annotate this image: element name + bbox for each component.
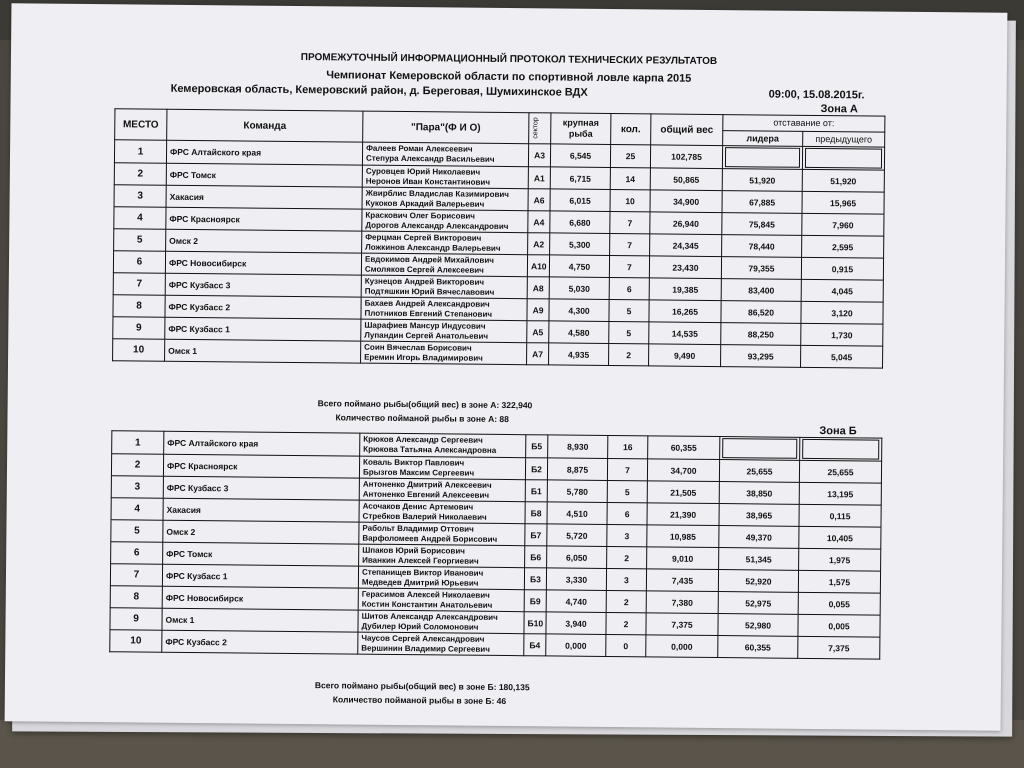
weight-cell: 0,000 — [646, 635, 718, 658]
leader-gap-cell — [722, 146, 802, 170]
big-fish-cell: 5,720 — [547, 524, 607, 547]
big-fish-cell: 0,000 — [546, 634, 606, 657]
pair-member-2: Медведев Дмитрий Юрьевич — [361, 577, 479, 588]
weight-cell: 34,700 — [647, 459, 719, 482]
place-cell: 5 — [114, 229, 166, 251]
zone-b-total-weight: Всего поймано рыбы(общий вес) в зоне Б: 180,135 — [314, 680, 530, 693]
pair-member-1: Рабольт Владимир Оттович — [362, 523, 474, 534]
pair-member-2: Варфоломеев Андрей Борисович — [362, 533, 498, 544]
previous-gap-cell: 7,375 — [798, 636, 880, 659]
big-fish-cell: 3,940 — [546, 612, 606, 635]
big-fish-cell: 4,750 — [549, 255, 609, 278]
pair-member-1: Соин Вячеслав Борисович — [364, 342, 472, 353]
team-cell: ФРС Алтайского края — [164, 431, 360, 456]
pair-cell — [359, 478, 525, 502]
place-cell: 9 — [110, 608, 162, 630]
weight-cell: 14,535 — [649, 322, 721, 345]
previous-gap-cell: 10,405 — [799, 526, 881, 549]
sector-cell: А8 — [527, 277, 549, 299]
count-cell: 5 — [609, 299, 649, 321]
protocol-title: ПРОМЕЖУТОЧНЫЙ ИНФОРМАЦИОННЫЙ ПРОТОКОЛ ТЕХНИЧЕСКИХ РЕЗУЛЬТАТОВ — [300, 52, 718, 68]
count-cell: 3 — [607, 524, 647, 546]
col-weight-header: общий вес — [651, 114, 723, 146]
weight-cell: 26,940 — [650, 212, 722, 235]
weight-cell: 7,375 — [646, 613, 718, 636]
count-cell: 2 — [609, 343, 649, 365]
big-fish-cell: 6,545 — [550, 144, 610, 168]
sector-cell: Б1 — [525, 480, 547, 502]
count-cell: 5 — [607, 480, 647, 502]
pair-member-2: Еремин Игорь Владимирович — [364, 352, 483, 363]
pair-member-1: Антоненко Дмитрий Алексеевич — [362, 479, 492, 490]
previous-gap-cell: 13,195 — [799, 482, 881, 505]
zone-b-total-count: Количество пойманой рыбы в зоне Б: 46 — [332, 694, 507, 707]
leader-gap-cell: 52,980 — [718, 614, 798, 637]
count-cell: 7 — [609, 255, 649, 277]
pair-member-1: Бахаев Андрей Александрович — [364, 298, 490, 309]
pair-cell — [358, 588, 524, 612]
place-cell: 2 — [114, 163, 166, 185]
leader-gap-cell: 78,440 — [722, 235, 802, 258]
team-cell: ФРС Кузбасс 1 — [165, 317, 361, 341]
pair-member-2: Кукоков Аркадий Валерьевич — [365, 198, 485, 209]
col-team-header: Команда — [167, 109, 363, 142]
weight-cell: 19,385 — [649, 278, 721, 301]
leader-gap-cell: 49,370 — [719, 526, 799, 549]
team-cell: ФРС Томск — [163, 542, 359, 566]
big-fish-cell: 6,050 — [547, 546, 607, 569]
sector-cell: А10 — [527, 255, 549, 277]
count-cell: 3 — [606, 568, 646, 590]
pair-member-2: Крюкова Татьяна Александровна — [363, 444, 497, 455]
team-cell: Омск 1 — [165, 339, 361, 363]
team-cell: ФРС Кузбасс 1 — [162, 564, 358, 588]
team-cell: ФРС Новосибирск — [165, 251, 361, 275]
team-cell: ФРС Кузбасс 3 — [165, 273, 361, 297]
count-cell: 0 — [606, 634, 646, 656]
team-cell: ФРС Красноярск — [163, 454, 359, 478]
pair-member-1: Степанищев Виктор Иванович — [361, 567, 484, 578]
big-fish-cell: 8,875 — [547, 458, 607, 481]
count-cell: 10 — [610, 189, 650, 211]
championship-title: Чемпионат Кемеровской области по спортивной ловле карпа 2015 — [326, 69, 692, 85]
big-fish-cell: 4,935 — [549, 343, 609, 366]
big-fish-cell: 5,030 — [549, 277, 609, 300]
weight-cell: 23,430 — [649, 256, 721, 279]
pair-member-2: Степура Александр Васильевич — [365, 153, 495, 164]
team-cell: Омск 1 — [162, 608, 358, 632]
col-behind-header: отставание от: — [723, 115, 885, 132]
pair-member-2: Иванкин Алексей Георгиевич — [362, 555, 479, 566]
previous-gap-cell: 0,915 — [801, 257, 883, 280]
leader-gap-cell: 51,920 — [722, 169, 802, 192]
pair-member-1: Асочаков Денис Артемович — [362, 501, 474, 512]
zone-a-total-count: Количество пойманой рыбы в зоне А: 88 — [335, 412, 509, 425]
pair-member-1: Жвирблис Владислав Казимирович — [365, 188, 510, 199]
sector-cell: А2 — [528, 233, 550, 255]
col-sector-header: сектор — [529, 113, 551, 144]
leader-gap-cell — [720, 437, 800, 461]
sector-cell: Б2 — [525, 458, 547, 480]
pair-member-1: Шарафиев Мансур Индусович — [364, 320, 486, 331]
pair-cell — [362, 165, 528, 189]
count-cell: 25 — [610, 144, 650, 167]
count-cell: 2 — [607, 546, 647, 568]
pair-member-2: Лупандин Сергей Анатольевич — [364, 330, 489, 341]
col-place-header: МЕСТО — [115, 109, 167, 140]
pair-member-1: Кузнецов Андрей Викторович — [364, 276, 485, 287]
leader-gap-cell: 75,845 — [722, 213, 802, 236]
leader-gap-cell: 88,250 — [721, 323, 801, 346]
sector-cell: Б7 — [525, 524, 547, 546]
previous-gap-cell: 4,045 — [801, 279, 883, 302]
big-fish-cell: 4,580 — [549, 321, 609, 344]
sector-cell: Б3 — [524, 568, 546, 590]
previous-gap-cell: 15,965 — [802, 191, 884, 214]
leader-gap-cell: 38,850 — [719, 482, 799, 505]
pair-member-2: Дорогов Александр Александрович — [365, 220, 509, 231]
sector-cell: Б10 — [524, 612, 546, 634]
location-text: Кемеровская область, Кемеровский район, д. Береговая, Шумихинское ВДХ — [170, 82, 588, 99]
count-cell: 5 — [609, 321, 649, 343]
leader-gap-cell: 52,920 — [718, 570, 798, 593]
weight-cell: 21,390 — [647, 503, 719, 526]
weight-cell: 7,380 — [646, 591, 718, 614]
sector-cell: Б5 — [526, 435, 548, 458]
sector-cell: А3 — [528, 144, 550, 167]
leader-gap-cell: 38,965 — [719, 504, 799, 527]
big-fish-cell: 5,780 — [547, 480, 607, 503]
weight-cell: 10,985 — [647, 525, 719, 548]
pair-member-1: Крюков Александр Сергеевич — [363, 434, 483, 445]
leader-gap-cell: 51,345 — [719, 548, 799, 571]
leader-gap-cell: 25,655 — [719, 460, 799, 483]
weight-cell: 24,345 — [650, 234, 722, 257]
team-cell: ФРС Новосибирск — [162, 586, 358, 610]
pair-member-2: Ложкинов Александр Валерьевич — [365, 242, 501, 253]
pair-cell — [359, 500, 525, 524]
place-cell: 4 — [111, 498, 163, 520]
weight-cell: 102,785 — [650, 145, 722, 169]
count-cell: 6 — [607, 502, 647, 524]
team-cell: Омск 2 — [163, 520, 359, 544]
place-cell: 10 — [110, 630, 162, 652]
place-cell: 8 — [113, 295, 165, 317]
empty-box — [725, 147, 800, 168]
col-count-header: кол. — [611, 113, 651, 144]
pair-member-2: Стребков Валерий Николаевич — [362, 511, 487, 522]
weight-cell: 21,505 — [647, 481, 719, 504]
big-fish-cell: 4,510 — [547, 502, 607, 525]
leader-gap-cell: 83,400 — [721, 279, 801, 302]
count-cell: 2 — [606, 590, 646, 612]
team-cell: Омск 2 — [166, 229, 362, 253]
weight-cell: 9,490 — [649, 344, 721, 367]
pair-member-2: Брызгов Максим Сергеевич — [362, 467, 475, 478]
pair-member-2: Плотников Евгений Степанович — [364, 308, 493, 319]
pair-cell — [361, 319, 527, 343]
col-big-fish-header: крупная рыба — [551, 113, 611, 145]
pair-cell — [358, 632, 524, 656]
place-cell: 10 — [113, 339, 165, 361]
big-fish-cell: 4,300 — [549, 299, 609, 322]
pair-member-2: Неронов Иван Константинович — [365, 176, 491, 187]
weight-cell: 16,265 — [649, 300, 721, 323]
previous-gap-cell: 51,920 — [802, 169, 884, 192]
team-cell: Хакасия — [163, 498, 359, 522]
pair-member-2: Смоляков Сергей Алексеевич — [364, 264, 484, 275]
pair-member-1: Евдокимов Андрей Михайлович — [364, 254, 494, 265]
date-time: 09:00, 15.08.2015г. — [768, 88, 865, 102]
previous-gap-cell: 1,975 — [799, 548, 881, 571]
team-cell: ФРС Кузбасс 2 — [162, 630, 358, 654]
big-fish-cell: 6,015 — [550, 189, 610, 212]
pair-member-2: Антоненко Евгений Алексеевич — [362, 489, 490, 500]
sector-cell: А5 — [527, 321, 549, 343]
sector-cell: А7 — [527, 343, 549, 365]
place-cell: 1 — [114, 140, 166, 163]
zone-a-label: Зона А — [820, 103, 858, 116]
place-cell: 5 — [111, 520, 163, 542]
previous-gap-cell — [802, 146, 884, 170]
zone-a-rows — [113, 140, 885, 368]
weight-cell: 60,355 — [648, 436, 720, 460]
count-cell: 7 — [610, 233, 650, 255]
weight-cell: 9,010 — [647, 547, 719, 570]
big-fish-cell: 8,930 — [548, 435, 608, 459]
pair-cell — [362, 187, 528, 211]
previous-gap-cell: 1,730 — [801, 323, 883, 346]
count-cell: 2 — [606, 612, 646, 634]
count-cell: 16 — [608, 435, 648, 458]
place-cell: 3 — [111, 476, 163, 498]
empty-box — [722, 438, 797, 459]
previous-gap-cell: 5,045 — [801, 345, 883, 368]
sector-cell: А4 — [528, 211, 550, 233]
pair-member-2: Костин Константин Анатольевич — [361, 599, 493, 610]
team-cell: ФРС Красноярск — [166, 207, 362, 231]
pair-cell — [362, 142, 528, 167]
team-cell: ФРС Кузбасс 2 — [165, 295, 361, 319]
previous-gap-cell: 3,120 — [801, 301, 883, 324]
protocol-sheet — [5, 3, 1008, 731]
pair-cell — [361, 253, 527, 277]
sector-cell: А6 — [528, 189, 550, 211]
pair-cell — [361, 341, 527, 365]
pair-member-2: Дубилер Юрий Соломонович — [361, 621, 479, 632]
zone-a-total-weight: Всего поймано рыбы(общий вес) в зоне А: 322,940 — [317, 398, 533, 411]
leader-gap-cell: 86,520 — [721, 301, 801, 324]
place-cell: 7 — [110, 564, 162, 586]
big-fish-cell: 6,715 — [550, 167, 610, 190]
previous-gap-cell: 0,055 — [798, 592, 880, 615]
previous-gap-cell: 25,655 — [799, 460, 881, 483]
col-previous-header: предыдущего — [803, 131, 885, 147]
pair-cell — [359, 522, 525, 546]
leader-gap-cell: 52,975 — [718, 592, 798, 615]
leader-gap-cell: 67,885 — [722, 191, 802, 214]
previous-gap-cell: 1,575 — [798, 570, 880, 593]
big-fish-cell: 6,680 — [550, 211, 610, 234]
team-cell: ФРС Кузбасс 3 — [163, 476, 359, 500]
previous-gap-cell — [800, 437, 882, 461]
pair-member-2: Подтяшкин Юрий Вячеславович — [364, 286, 495, 297]
pair-cell — [358, 610, 524, 634]
sector-cell: Б8 — [525, 502, 547, 524]
zone-b-label: Зона Б — [819, 425, 857, 438]
pair-cell — [362, 209, 528, 233]
team-cell: ФРС Томск — [166, 163, 362, 187]
pair-cell — [359, 544, 525, 568]
pair-cell — [361, 297, 527, 321]
place-cell: 7 — [113, 273, 165, 295]
big-fish-cell: 5,300 — [550, 233, 610, 256]
pair-member-1: Чаусов Сергей Александрович — [361, 633, 485, 644]
big-fish-cell: 4,740 — [546, 590, 606, 613]
sector-cell: Б6 — [525, 546, 547, 568]
col-leader-header: лидера — [723, 130, 803, 146]
pair-member-1: Шпаков Юрий Борисович — [362, 545, 465, 556]
leader-gap-cell: 60,355 — [718, 636, 798, 659]
pair-cell — [362, 231, 528, 255]
count-cell: 7 — [607, 458, 647, 480]
weight-cell: 50,865 — [650, 168, 722, 191]
place-cell: 8 — [110, 586, 162, 608]
place-cell: 4 — [114, 207, 166, 229]
pair-member-1: Коваль Виктор Павлович — [363, 457, 465, 468]
place-cell: 3 — [114, 185, 166, 207]
previous-gap-cell: 7,960 — [802, 213, 884, 236]
pair-member-1: Фалеев Роман Алексеевич — [366, 143, 473, 154]
zone-b-rows — [110, 431, 882, 659]
sector-cell: Б9 — [524, 590, 546, 612]
pair-cell — [358, 566, 524, 590]
team-cell: ФРС Алтайского края — [166, 140, 362, 165]
pair-member-1: Герасимов Алексей Николаевич — [361, 589, 490, 600]
leader-gap-cell: 79,355 — [721, 257, 801, 280]
pair-member-2: Вершинин Владимир Сергеевич — [361, 643, 490, 654]
previous-gap-cell: 0,005 — [798, 614, 880, 637]
place-cell: 9 — [113, 317, 165, 339]
place-cell: 2 — [111, 454, 163, 476]
zone-a-table — [112, 108, 885, 368]
place-cell: 1 — [112, 431, 164, 454]
big-fish-cell: 3,330 — [546, 568, 606, 591]
sector-cell: А9 — [527, 299, 549, 321]
count-cell: 7 — [610, 211, 650, 233]
place-cell: 6 — [111, 542, 163, 564]
sector-cell: А1 — [528, 167, 550, 189]
col-pair-header: "Пара"(Ф И О) — [363, 111, 529, 144]
weight-cell: 7,435 — [646, 569, 718, 592]
count-cell: 14 — [610, 167, 650, 189]
previous-gap-cell: 0,115 — [799, 504, 881, 527]
empty-box — [802, 439, 879, 460]
pair-member-1: Суровцев Юрий Николаевич — [365, 166, 481, 177]
pair-member-1: Ферцман Сергей Викторович — [365, 232, 482, 243]
pair-cell — [359, 456, 525, 480]
zone-b-table — [109, 430, 882, 659]
team-cell: Хакасия — [166, 185, 362, 209]
pair-member-1: Шитов Александр Александрович — [361, 611, 498, 622]
empty-box — [805, 148, 882, 169]
pair-cell — [360, 433, 526, 458]
place-cell: 6 — [113, 251, 165, 273]
weight-cell: 34,900 — [650, 190, 722, 213]
previous-gap-cell: 2,595 — [802, 235, 884, 258]
pair-cell — [361, 275, 527, 299]
count-cell: 6 — [609, 277, 649, 299]
leader-gap-cell: 93,295 — [721, 345, 801, 368]
sector-cell: Б4 — [524, 634, 546, 656]
pair-member-1: Краскович Олег Борисович — [365, 210, 476, 221]
